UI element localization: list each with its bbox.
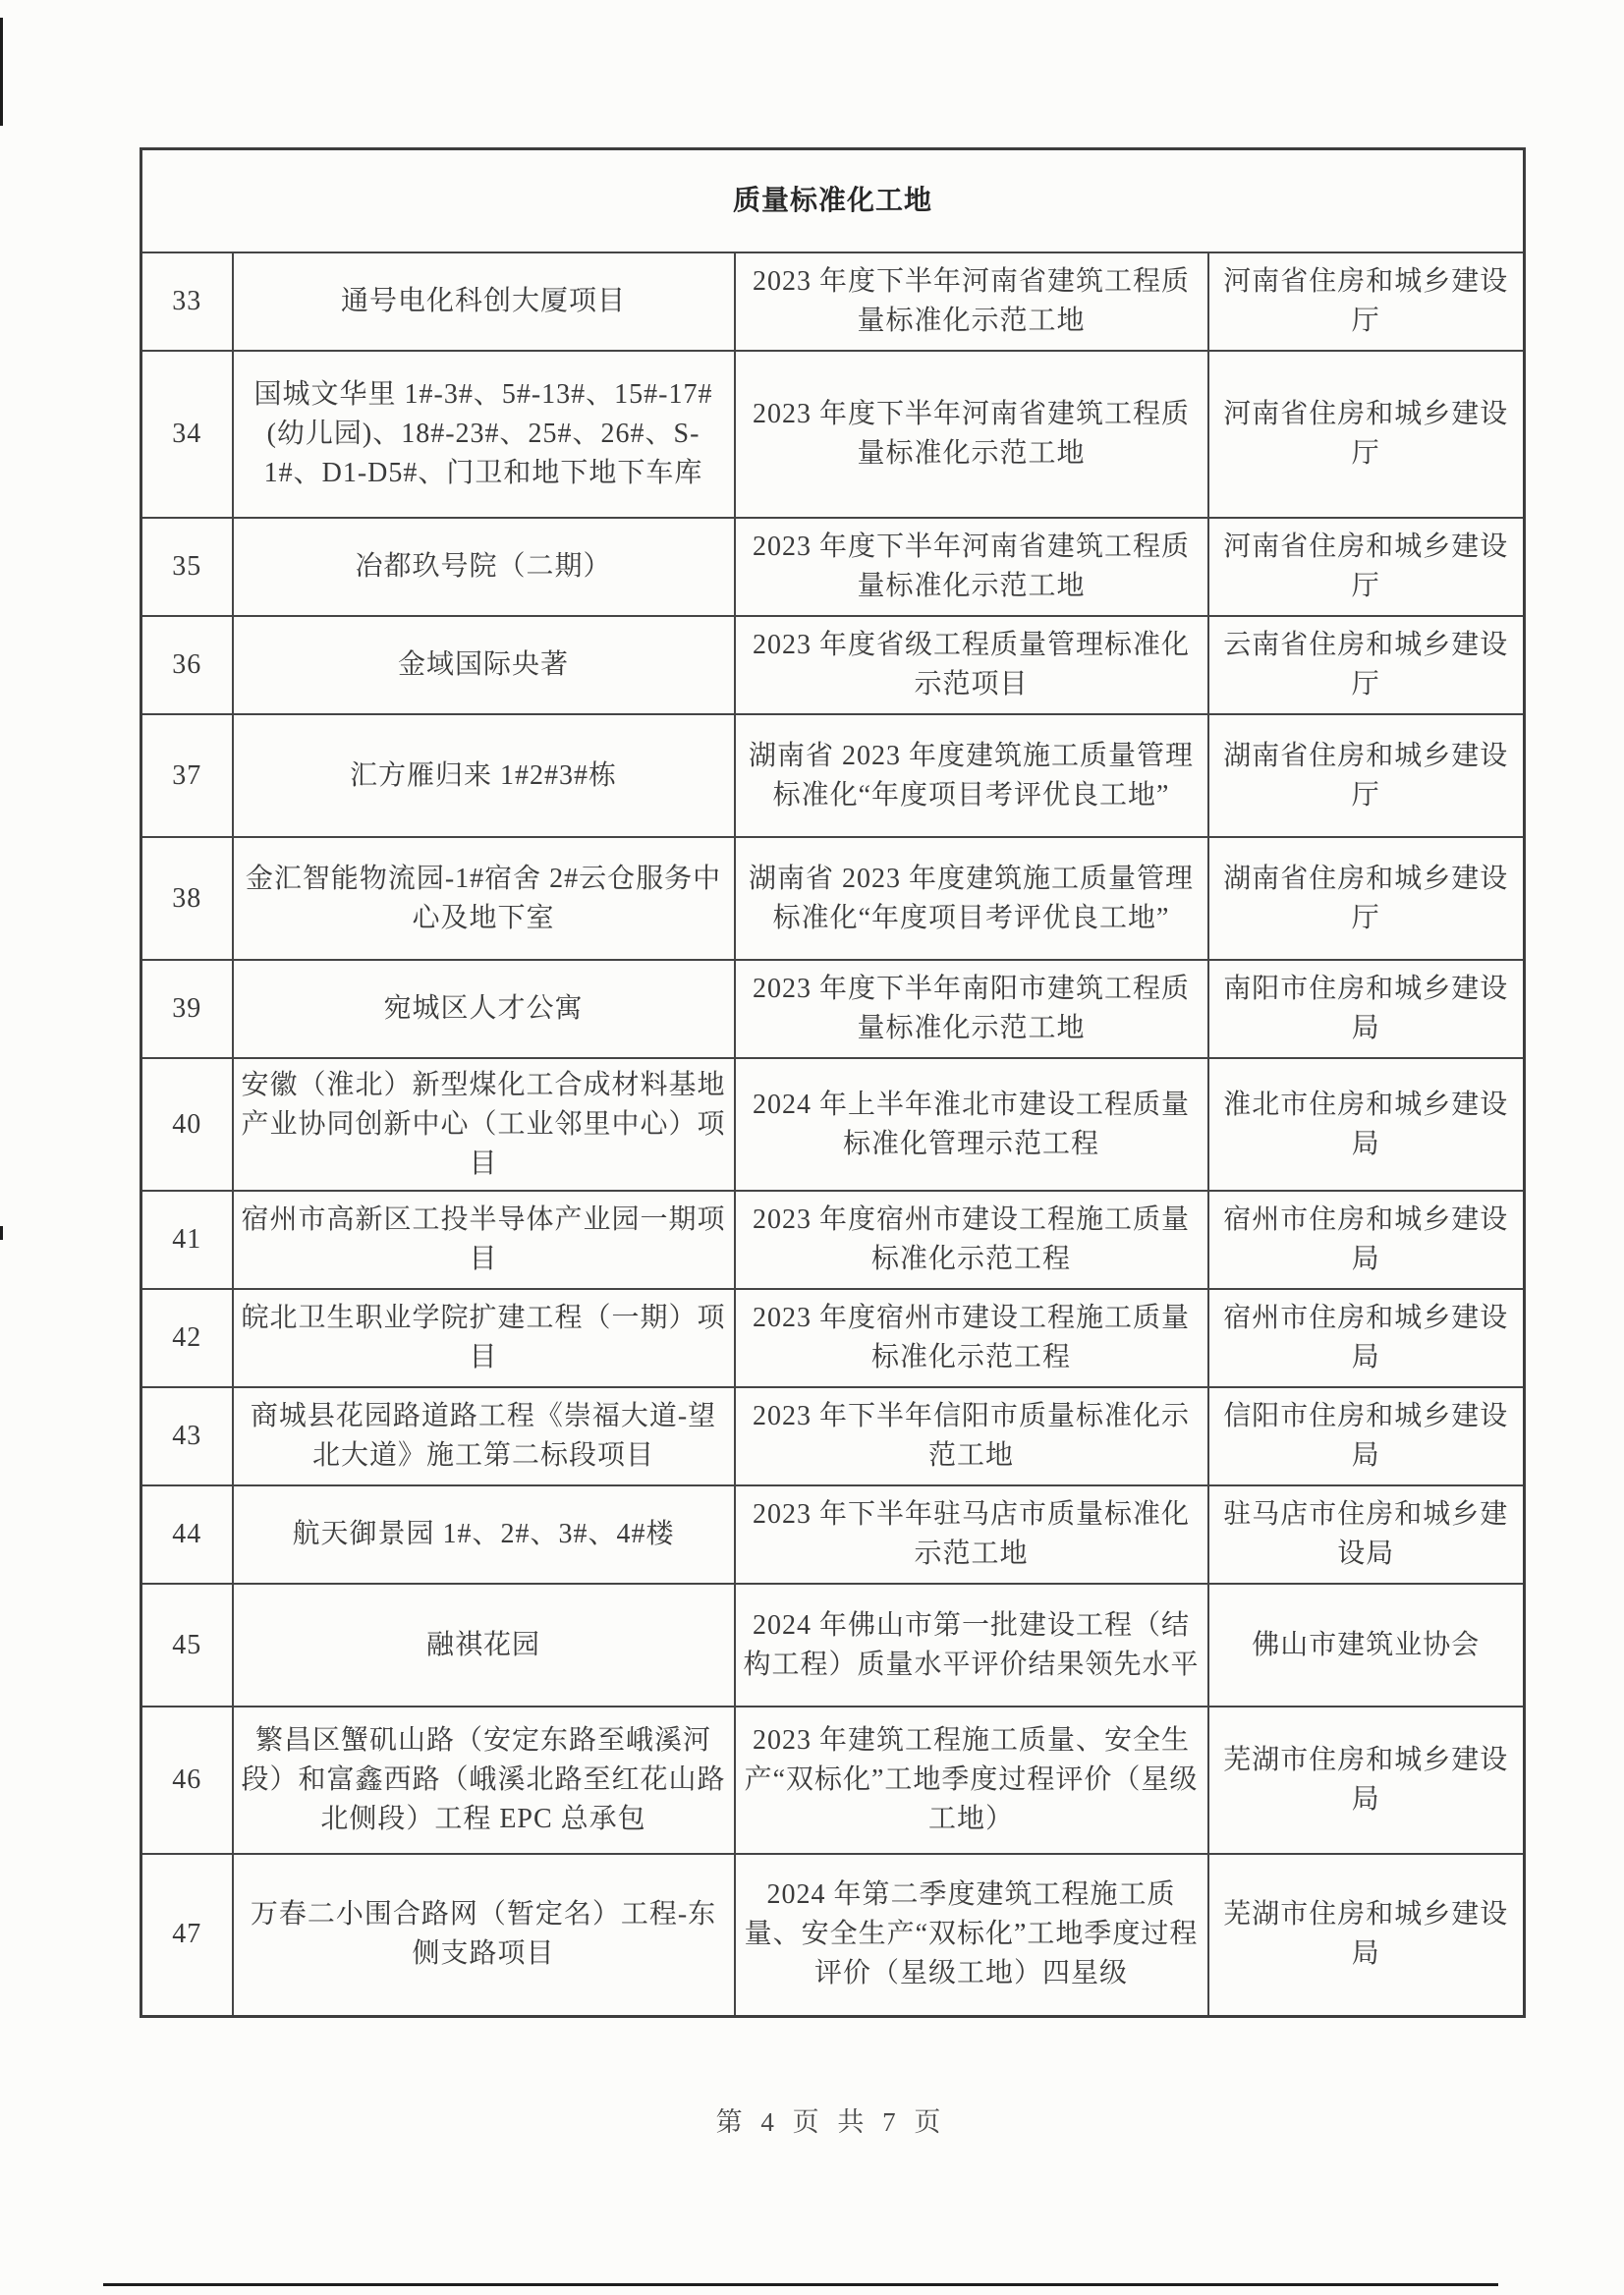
quality-standardization-table xyxy=(140,147,1526,2018)
issuer-cell: 宿州市住房和城乡建设局 xyxy=(1208,1289,1525,1387)
row-number-cell: 35 xyxy=(141,518,233,616)
issuer-cell: 佛山市建筑业协会 xyxy=(1208,1584,1525,1707)
table-title-row xyxy=(141,149,1525,253)
row-number-cell: 36 xyxy=(141,616,233,714)
project-name-cell: 航天御景园 1#、2#、3#、4#楼 xyxy=(233,1485,735,1584)
project-name-cell: 通号电化科创大厦项目 xyxy=(233,252,735,351)
row-number-cell: 43 xyxy=(141,1387,233,1485)
scan-artifact-left-top xyxy=(0,18,3,126)
issuer-cell: 驻马店市住房和城乡建设局 xyxy=(1208,1485,1525,1584)
row-number-cell: 33 xyxy=(141,252,233,351)
table-row xyxy=(141,1387,1525,1485)
issuer-cell: 湖南省住房和城乡建设厅 xyxy=(1208,837,1525,960)
row-number-cell: 42 xyxy=(141,1289,233,1387)
project-name-cell: 冶都玖号院（二期） xyxy=(233,518,735,616)
table-row xyxy=(141,252,1525,351)
table-row xyxy=(141,1058,1525,1191)
table-row xyxy=(141,518,1525,616)
project-name-cell: 金域国际央著 xyxy=(233,616,735,714)
issuer-cell: 芜湖市住房和城乡建设局 xyxy=(1208,1707,1525,1854)
table-title: 质量标准化工地 xyxy=(141,149,1525,253)
project-name-cell: 宛城区人才公寓 xyxy=(233,960,735,1058)
award-title-cell: 2023 年建筑工程施工质量、安全生产“双标化”工地季度过程评价（星级工地） xyxy=(735,1707,1208,1854)
award-title-cell: 2023 年度宿州市建设工程施工质量标准化示范工程 xyxy=(735,1289,1208,1387)
award-title-cell: 2024 年第二季度建筑工程施工质量、安全生产“双标化”工地季度过程评价（星级工地）四星级 xyxy=(735,1854,1208,2016)
row-number-cell: 39 xyxy=(141,960,233,1058)
issuer-cell: 信阳市住房和城乡建设局 xyxy=(1208,1387,1525,1485)
table-row xyxy=(141,351,1525,518)
row-number-cell: 38 xyxy=(141,837,233,960)
project-name-cell: 安徽（淮北）新型煤化工合成材料基地产业协同创新中心（工业邻里中心）项目 xyxy=(233,1058,735,1191)
issuer-cell: 芜湖市住房和城乡建设局 xyxy=(1208,1854,1525,2016)
award-title-cell: 2024 年上半年淮北市建设工程质量标准化管理示范工程 xyxy=(735,1058,1208,1191)
award-title-cell: 2023 年度省级工程质量管理标准化示范项目 xyxy=(735,616,1208,714)
table-row xyxy=(141,714,1525,837)
table-row xyxy=(141,616,1525,714)
project-name-cell: 万春二小围合路网（暂定名）工程-东侧支路项目 xyxy=(233,1854,735,2016)
project-name-cell: 宿州市高新区工投半导体产业园一期项目 xyxy=(233,1191,735,1289)
issuer-cell: 淮北市住房和城乡建设局 xyxy=(1208,1058,1525,1191)
project-name-cell: 汇方雁归来 1#2#3#栋 xyxy=(233,714,735,837)
award-title-cell: 2023 年下半年信阳市质量标准化示范工地 xyxy=(735,1387,1208,1485)
project-name-cell: 金汇智能物流园-1#宿舍 2#云仓服务中心及地下室 xyxy=(233,837,735,960)
issuer-cell: 河南省住房和城乡建设厅 xyxy=(1208,351,1525,518)
table-row xyxy=(141,960,1525,1058)
project-name-cell: 皖北卫生职业学院扩建工程（一期）项目 xyxy=(233,1289,735,1387)
award-title-cell: 2023 年度下半年河南省建筑工程质量标准化示范工地 xyxy=(735,351,1208,518)
issuer-cell: 河南省住房和城乡建设厅 xyxy=(1208,518,1525,616)
award-title-cell: 2024 年佛山市第一批建设工程（结构工程）质量水平评价结果领先水平 xyxy=(735,1584,1208,1707)
table-row xyxy=(141,1707,1525,1854)
table-row xyxy=(141,1485,1525,1584)
row-number-cell: 47 xyxy=(141,1854,233,2016)
row-number-cell: 45 xyxy=(141,1584,233,1707)
table-row xyxy=(141,1854,1525,2016)
project-name-cell: 国城文华里 1#-3#、5#-13#、15#-17#(幼儿园)、18#-23#、25#、26#、S- 1#、D1-D5#、门卫和地下地下车库 xyxy=(233,351,735,518)
award-title-cell: 2023 年度宿州市建设工程施工质量标准化示范工程 xyxy=(735,1191,1208,1289)
project-name-cell: 融祺花园 xyxy=(233,1584,735,1707)
award-title-cell: 湖南省 2023 年度建筑施工质量管理标准化“年度项目考评优良工地” xyxy=(735,714,1208,837)
row-number-cell: 37 xyxy=(141,714,233,837)
row-number-cell: 46 xyxy=(141,1707,233,1854)
page-number: 第 4 页 共 7 页 xyxy=(715,2107,947,2137)
scan-artifact-bottom-edge xyxy=(103,2283,1498,2286)
table-row xyxy=(141,1191,1525,1289)
project-name-cell: 商城县花园路道路工程《崇福大道-望北大道》施工第二标段项目 xyxy=(233,1387,735,1485)
award-title-cell: 2023 年下半年驻马店市质量标准化示范工地 xyxy=(735,1485,1208,1584)
project-name-cell: 繁昌区蟹矶山路（安定东路至峨溪河段）和富鑫西路（峨溪北路至红花山路北侧段）工程 EPC 总承包 xyxy=(233,1707,735,1854)
issuer-cell: 宿州市住房和城乡建设局 xyxy=(1208,1191,1525,1289)
award-title-cell: 2023 年度下半年河南省建筑工程质量标准化示范工地 xyxy=(735,518,1208,616)
row-number-cell: 44 xyxy=(141,1485,233,1584)
row-number-cell: 41 xyxy=(141,1191,233,1289)
award-title-cell: 湖南省 2023 年度建筑施工质量管理标准化“年度项目考评优良工地” xyxy=(735,837,1208,960)
scan-artifact-left-middle xyxy=(0,1226,3,1240)
row-number-cell: 40 xyxy=(141,1058,233,1191)
row-number-cell: 34 xyxy=(141,351,233,518)
award-title-cell: 2023 年度下半年河南省建筑工程质量标准化示范工地 xyxy=(735,252,1208,351)
issuer-cell: 湖南省住房和城乡建设厅 xyxy=(1208,714,1525,837)
issuer-cell: 云南省住房和城乡建设厅 xyxy=(1208,616,1525,714)
issuer-cell: 河南省住房和城乡建设厅 xyxy=(1208,252,1525,351)
table-row xyxy=(141,837,1525,960)
table-row xyxy=(141,1584,1525,1707)
issuer-cell: 南阳市住房和城乡建设局 xyxy=(1208,960,1525,1058)
award-title-cell: 2023 年度下半年南阳市建筑工程质量标准化示范工地 xyxy=(735,960,1208,1058)
table-row xyxy=(141,1289,1525,1387)
